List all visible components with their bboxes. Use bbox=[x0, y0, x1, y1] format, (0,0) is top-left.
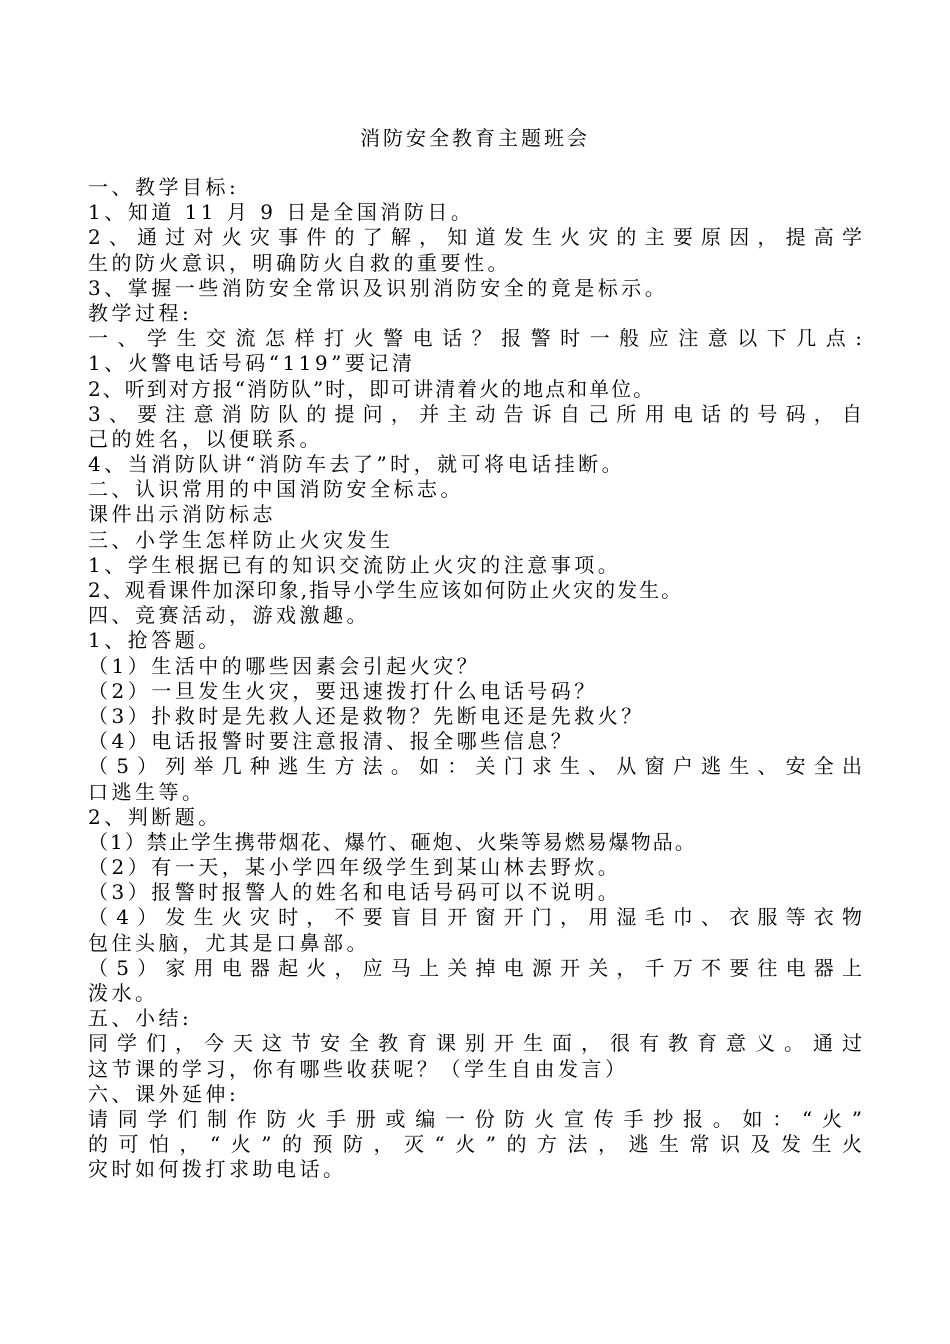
paragraph-line: 灾时如何拨打求助电话。 bbox=[88, 1157, 347, 1182]
statement-item: （5）家用电器起火，应马上关掉电源开关，千万不要往电器上 bbox=[88, 955, 862, 980]
section-heading: 三、小学生怎样防止火灾发生 bbox=[88, 527, 394, 552]
section-heading-objectives: 一、教学目标: bbox=[88, 175, 240, 199]
list-item: 2、听到对方报“消防队”时，即可讲清着火的地点和单位。 bbox=[88, 376, 656, 401]
section-heading-process: 教学过程: bbox=[88, 300, 193, 325]
paragraph-line: 同学们，今天这节安全教育课别开生面，很有教育意义。通过 bbox=[88, 1031, 862, 1056]
paragraph-line: 的可怕，“火”的预防，灭“火”的方法，逃生常识及发生火 bbox=[88, 1132, 862, 1157]
list-item: 1、学生根据已有的知识交流防止火灾的注意事项。 bbox=[88, 552, 622, 577]
subsection-heading: 1、抢答题。 bbox=[88, 628, 222, 653]
paragraph-line: 这节课的学习，你有哪些收获呢？（学生自由发言） bbox=[88, 1056, 629, 1081]
section-heading: 五、小结: bbox=[88, 1006, 193, 1031]
statement-item-continued: 包住头脑，尤其是口鼻部。 bbox=[88, 930, 370, 955]
statement-item-continued: 泼水。 bbox=[88, 981, 159, 1005]
statement-item: （3）报警时报警人的姓名和电话号码可以不说明。 bbox=[88, 880, 622, 905]
subsection-heading: 2、判断题。 bbox=[88, 804, 222, 829]
section-heading: 四、竞赛活动，游戏激趣。 bbox=[88, 603, 370, 628]
statement-item: （4）发生火灾时，不要盲目开窗开门，用湿毛巾、衣服等衣物 bbox=[88, 905, 862, 930]
question-item: （3）扑救时是先救人还是救物？先断电还是先救火？ bbox=[88, 703, 645, 728]
list-item-continued: 己的姓名，以便联系。 bbox=[88, 426, 323, 451]
question-item: （5）列举几种逃生方法。如：关门求生、从窗户逃生、安全出 bbox=[88, 754, 862, 779]
objective-item-continued: 生的防火意识，明确防火自救的重要性。 bbox=[88, 250, 511, 275]
objective-item: 3、掌握一些消防安全常识及识别消防安全的竟是标示。 bbox=[88, 275, 669, 300]
question-item: （1）生活中的哪些因素会引起火灾？ bbox=[88, 653, 481, 678]
objective-item: 1、知道 11 月 9 日是全国消防日。 bbox=[88, 200, 475, 225]
question-item: （4）电话报警时要注意报清、报全哪些信息？ bbox=[88, 729, 575, 754]
statement-item: （2）有一天，某小学四年级学生到某山林去野炊。 bbox=[88, 855, 622, 880]
section-heading: 二、认识常用的中国消防安全标志。 bbox=[88, 477, 464, 502]
paragraph-line: 请同学们制作防火手册或编一份防火宣传手抄报。如：“火” bbox=[88, 1106, 862, 1131]
list-item: 3、要注意消防队的提问，并主动告诉自己所用电话的号码，自 bbox=[88, 401, 862, 426]
list-item: 1、火警电话号码“119”要记清 bbox=[88, 351, 416, 376]
list-item: 4、当消防队讲“消防车去了”时，就可将电话挂断。 bbox=[88, 452, 626, 477]
objective-item: 2、通过对火灾事件的了解，知道发生火灾的主要原因，提高学 bbox=[88, 225, 862, 250]
document-title: 消防安全教育主题班会 bbox=[360, 126, 590, 150]
statement-item: （1）禁止学生携带烟花、爆竹、砸炮、火柴等易燃易爆物品。 bbox=[88, 829, 697, 854]
question-item-continued: 口逃生等。 bbox=[88, 779, 206, 804]
document-body bbox=[88, 175, 862, 1183]
list-item: 2、观看课件加深印象,指导小学生应该如何防止火灾的发生。 bbox=[88, 578, 684, 602]
paragraph-line: 课件出示消防标志 bbox=[88, 502, 276, 527]
section-heading: 六、课外延伸: bbox=[88, 1081, 240, 1106]
section-heading: 一、学生交流怎样打火警电话？报警时一般应注意以下几点: bbox=[88, 326, 862, 351]
question-item: （2）一旦发生火灾，要迅速拨打什么电话号码？ bbox=[88, 678, 598, 703]
